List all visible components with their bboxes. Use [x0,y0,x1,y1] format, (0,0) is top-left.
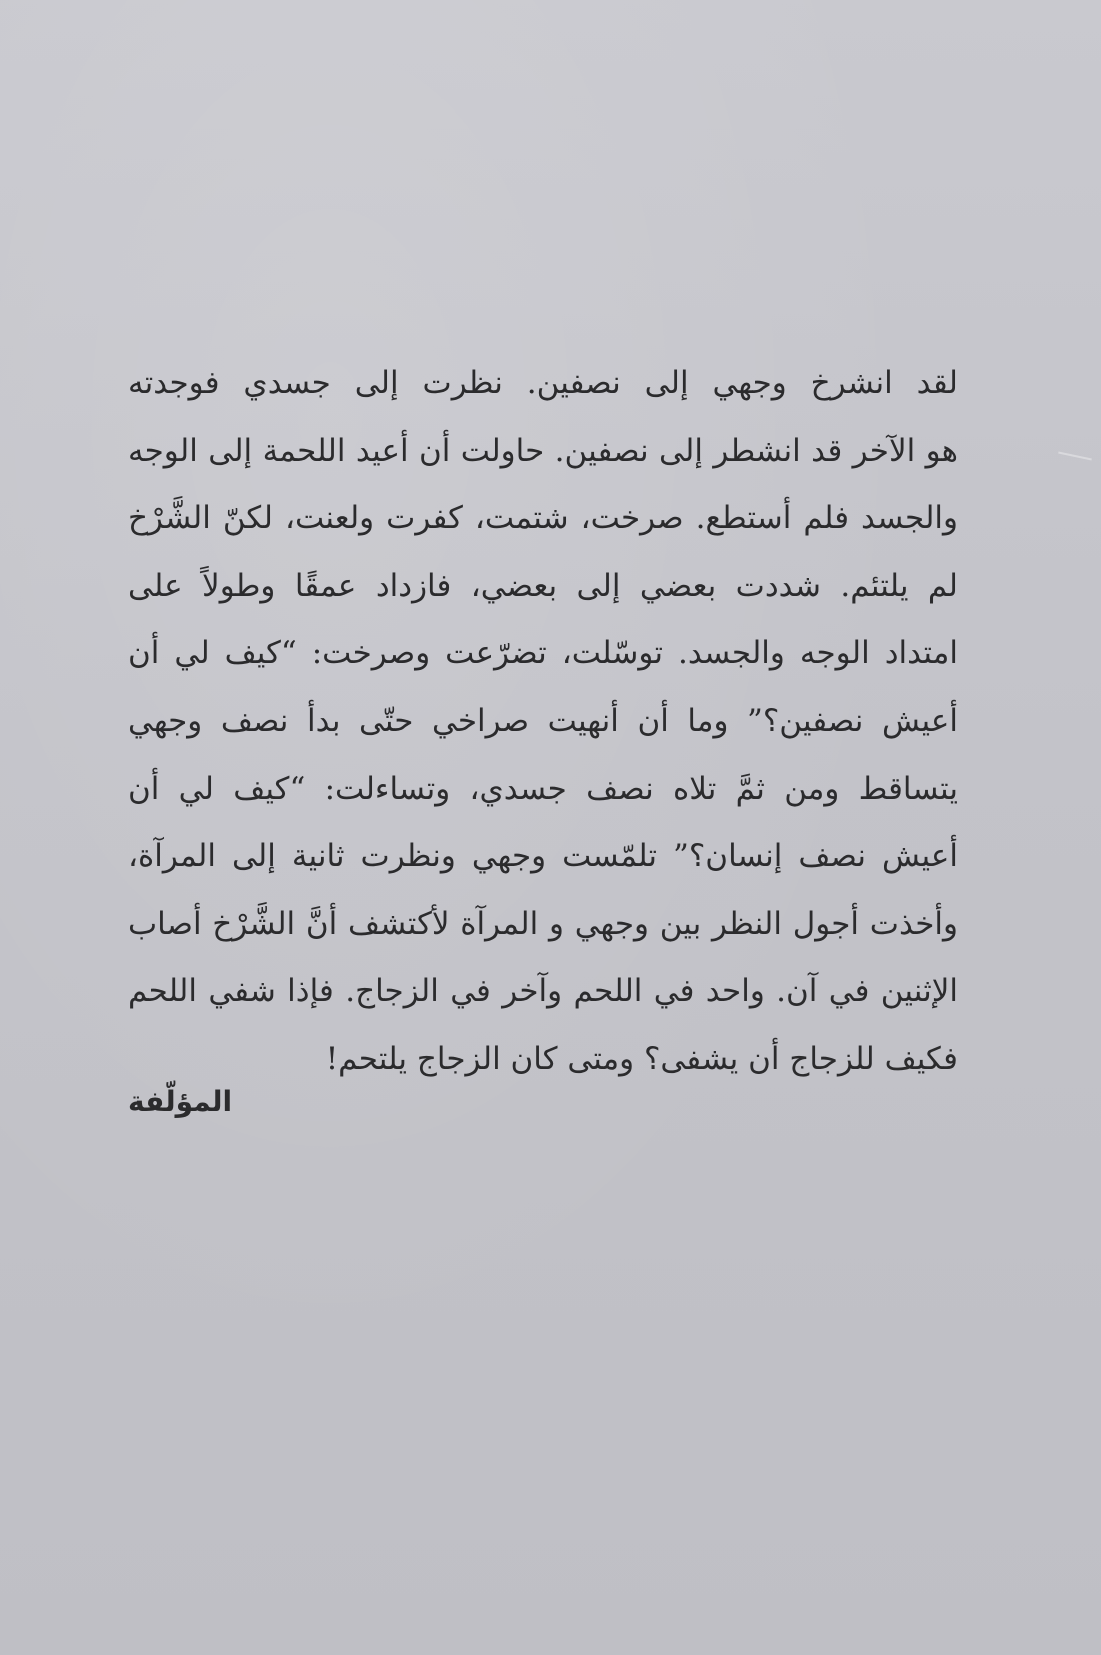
paragraph-line: لم يلتئم. شددت بعضي إلى بعضي، فازداد عمقًا وطولاً على [128,567,958,604]
body-paragraph [128,350,958,1094]
paragraph-line: امتداد الوجه والجسد. توسّلت، تضرّعت وصرخت: “كيف لي أن [128,635,958,672]
author-signature: المؤلّفة [128,1085,233,1118]
paragraph-line: الإثنين في آن. واحد في اللحم وآخر في الزجاج. فإذا شفي اللحم [128,973,958,1010]
paragraph-line: هو الآخر قد انشطر إلى نصفين. حاولت أن أعيد اللحمة إلى الوجه [128,432,958,469]
paragraph-line: أعيش نصف إنسان؟” تلمّست وجهي ونظرت ثانية إلى المرآة، [128,838,958,875]
paper-scratch-mark [1058,451,1092,460]
paragraph-line: والجسد فلم أستطع. صرخت، شتمت، كفرت ولعنت، لكنّ الشَّرْخ [128,500,958,537]
paragraph-line: يتساقط ومن ثمَّ تلاه نصف جسدي، وتساءلت: “كيف لي أن [128,770,958,807]
paragraph-line: فكيف للزجاج أن يشفى؟ ومتى كان الزجاج يلتحم! [325,1040,958,1077]
paragraph-line: أعيش نصفين؟” وما أن أنهيت صراخي حتّى بدأ نصف وجهي [128,702,958,739]
paragraph-line: لقد انشرخ وجهي إلى نصفين. نظرت إلى جسدي فوجدته [128,365,958,401]
paragraph-line: وأخذت أجول النظر بين وجهي و المرآة لأكتشف أنَّ الشَّرْخ أصاب [128,905,958,942]
